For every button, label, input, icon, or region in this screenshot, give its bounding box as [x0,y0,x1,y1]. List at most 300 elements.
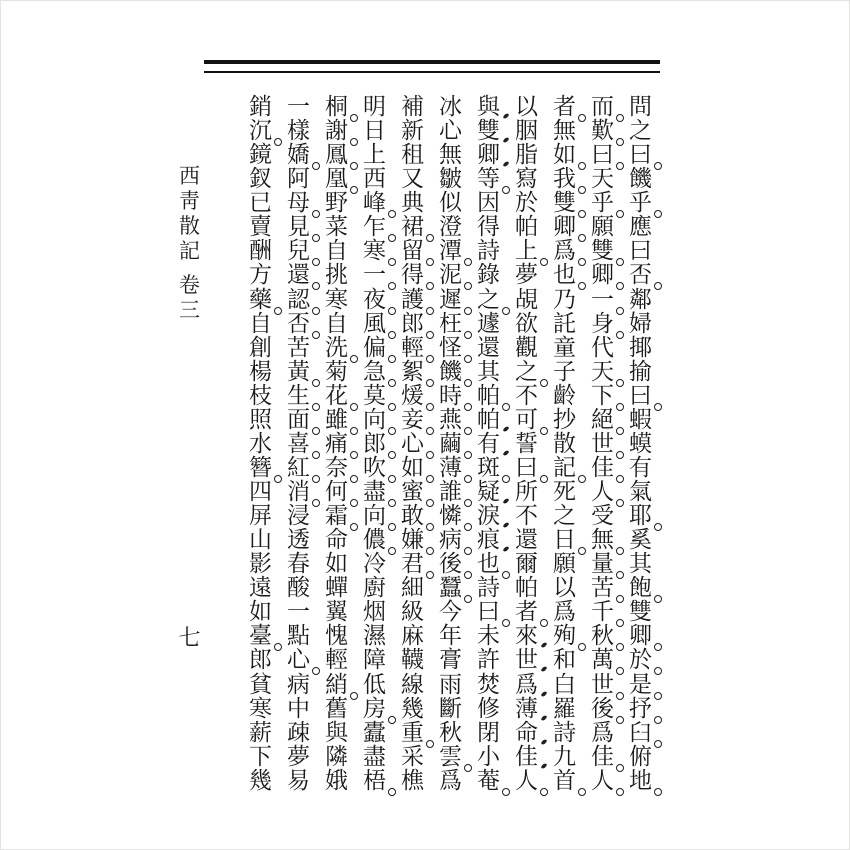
emphasis-circle-mark [426,571,434,579]
glyph: 夜 [363,288,386,311]
glyph: 泥 [439,263,462,286]
glyph: 沉 [249,119,272,142]
glyph: 夢 [515,262,538,288]
glyph: 藥 [249,288,272,311]
glyph: 曰 [591,143,614,166]
emphasis-circle-mark [616,307,624,315]
emphasis-circle-mark [464,258,472,266]
glyph: 佳 [591,745,614,768]
glyph: 爲 [515,673,538,696]
glyph: 歎 [591,119,614,142]
emphasis-circle-mark [350,114,358,122]
glyph: 量 [591,552,614,575]
emphasis-circle-mark [350,523,358,531]
glyph: 一 [287,599,310,625]
margin-title-column [176,164,203,323]
glyph: 點 [287,623,310,649]
emphasis-circle-mark [578,234,586,242]
emphasis-circle-mark [616,571,624,579]
glyph: 西 [363,166,386,192]
glyph: 已 [249,190,272,216]
glyph: 枉 [439,312,462,335]
emphasis-circle-mark [350,692,358,700]
glyph: 偏 [363,336,386,359]
emphasis-circle-mark [464,355,472,363]
glyph: 遽 [477,310,500,336]
emphasis-dot-mark [541,666,548,673]
glyph: 詩 [477,238,500,264]
glyph: 苦 [287,334,310,360]
glyph: 寫 [515,166,538,192]
glyph: 自 [249,310,272,336]
glyph: 曰 [515,456,538,479]
emphasis-circle-mark [540,427,548,435]
emphasis-circle-mark [654,716,662,724]
glyph: 采 [401,743,424,769]
emphasis-circle-mark [426,523,434,531]
glyph: 我 [553,167,576,190]
emphasis-circle-mark [502,307,510,315]
glyph: 病 [287,671,310,697]
glyph: 蟬 [325,575,348,601]
emphasis-circle-mark [312,475,320,483]
glyph: 於 [629,648,652,671]
glyph: 心 [439,118,462,144]
glyph: 命 [515,721,538,744]
emphasis-circle-mark [578,643,586,651]
glyph: 西 [179,164,200,188]
glyph: 急 [363,360,386,383]
glyph: 因 [477,190,500,216]
emphasis-circle-mark [388,258,396,266]
glyph: 揄 [629,358,652,384]
emphasis-circle-mark [350,138,358,146]
emphasis-circle-mark [616,619,624,627]
glyph: 寒 [249,695,272,721]
glyph: 白 [553,671,576,697]
glyph: 盡 [363,743,386,769]
glyph: 心 [287,648,310,671]
glyph: 向 [363,504,386,527]
glyph: 殉 [553,624,576,647]
glyph: 帕 [515,575,538,601]
emphasis-circle-mark [274,643,282,651]
emphasis-circle-mark [388,355,396,363]
glyph: 酸 [287,575,310,601]
glyph: 抄 [553,406,576,432]
glyph: 枝 [249,382,272,408]
glyph: 喜 [287,432,310,455]
glyph: 秋 [591,624,614,647]
glyph: 菴 [477,769,500,792]
glyph: 鏡 [249,142,272,168]
glyph: 菜 [325,214,348,240]
glyph: 廚 [363,575,386,601]
emphasis-circle-mark [540,619,548,627]
glyph: 銷 [249,94,272,119]
emphasis-circle-mark [616,162,624,170]
glyph: 卷 [179,273,200,297]
glyph: 影 [249,551,272,577]
glyph: 爲 [553,239,576,262]
glyph: 下 [249,743,272,769]
emphasis-circle-mark [350,403,358,411]
glyph: 而 [591,95,614,118]
emphasis-circle-mark [274,475,282,483]
glyph: 觀 [515,334,538,360]
glyph: 許 [477,647,500,673]
emphasis-circle-mark [464,547,472,555]
emphasis-circle-mark [464,403,472,411]
glyph: 洗 [325,336,348,359]
emphasis-circle-mark [274,307,282,315]
glyph: 貧 [249,671,272,697]
glyph: 於 [515,190,538,216]
glyph: 佳 [591,456,614,479]
glyph: 謝 [325,119,348,142]
emphasis-circle-mark [464,523,472,531]
glyph: 綃 [325,673,348,696]
emphasis-circle-mark [426,379,434,387]
glyph: 蠹 [363,719,386,745]
glyph: 留 [401,239,424,262]
glyph: 面 [287,408,310,431]
emphasis-dot-mark [503,449,510,456]
emphasis-circle-mark [426,331,434,339]
emphasis-dot-mark [503,112,510,119]
glyph: 痛 [325,432,348,455]
glyph: 房 [363,697,386,720]
emphasis-circle-mark [388,210,396,218]
emphasis-circle-mark [312,282,320,290]
glyph: 乎 [629,191,652,214]
glyph: 四 [249,479,272,504]
glyph: 還 [477,334,500,360]
glyph: 願 [591,214,614,240]
glyph: 繭 [439,432,462,455]
glyph: 饑 [629,166,652,192]
glyph: 嫌 [401,528,424,551]
glyph: 代 [591,334,614,360]
glyph: 得 [477,214,500,240]
glyph: 還 [287,263,310,286]
glyph: 與 [477,95,500,118]
top-double-rule-upper [204,60,660,64]
glyph: 天 [591,360,614,383]
glyph: 來 [515,624,538,647]
glyph: 病 [439,528,462,551]
glyph: 郎 [249,647,272,673]
glyph: 一 [287,94,310,119]
emphasis-dot-mark [503,136,510,143]
emphasis-circle-mark [388,547,396,555]
glyph: 今 [439,599,462,625]
glyph: 小 [477,743,500,769]
glyph: 嬌 [287,143,310,166]
emphasis-circle-mark [388,788,396,796]
emphasis-circle-mark [388,403,396,411]
glyph: 子 [553,358,576,384]
emphasis-circle-mark [654,667,662,675]
glyph: 翼 [325,599,348,625]
emphasis-circle-mark [616,258,624,266]
emphasis-circle-mark [426,355,434,363]
glyph: 欲 [515,310,538,336]
emphasis-circle-mark [464,282,472,290]
glyph: 潭 [439,239,462,262]
glyph: 樵 [401,767,424,793]
glyph: 桐 [325,95,348,118]
glyph: 以 [553,575,576,601]
glyph: 絮 [401,360,424,383]
text-column-9 [323,95,350,792]
glyph: 詩 [553,719,576,745]
glyph: 人 [591,769,614,792]
glyph: 淚 [477,504,500,527]
glyph: 典 [401,190,424,216]
glyph: 臼 [629,721,652,744]
emphasis-circle-mark [312,379,320,387]
emphasis-dot-mark [541,714,548,721]
glyph: 寒 [325,286,348,312]
glyph: 雖 [325,408,348,431]
emphasis-circle-mark [502,475,510,483]
glyph: 和 [553,647,576,673]
glyph: 三 [179,298,200,322]
glyph: 一 [591,288,614,311]
glyph: 得 [401,263,424,286]
emphasis-circle-mark [426,403,434,411]
glyph: 曰 [629,143,652,166]
glyph: 新 [401,118,424,144]
glyph: 爲 [439,767,462,793]
glyph: 見 [287,215,310,238]
glyph: 人 [515,769,538,792]
glyph: 儂 [363,528,386,551]
glyph: 冰 [439,94,462,119]
glyph: 爾 [515,551,538,577]
glyph: 冷 [363,551,386,577]
glyph: 峰 [363,191,386,214]
glyph: 敢 [401,504,424,527]
emphasis-dot-mark [503,546,510,553]
emphasis-dot-mark [541,642,548,649]
emphasis-circle-mark [616,595,624,603]
glyph: 齡 [553,382,576,408]
glyph: 雙 [477,119,500,142]
glyph: 憐 [439,504,462,527]
glyph: 靑 [179,189,200,213]
emphasis-circle-mark [426,427,434,435]
emphasis-circle-mark [616,282,624,290]
glyph: 受 [591,503,614,529]
glyph: 線 [401,671,424,697]
emphasis-circle-mark [464,451,472,459]
glyph: 濕 [363,623,386,649]
glyph: 娥 [325,767,348,793]
emphasis-circle-mark [654,788,662,796]
emphasis-circle-mark [426,499,434,507]
glyph: 下 [591,384,614,407]
emphasis-circle-mark [654,692,662,700]
glyph: 寒 [363,239,386,262]
glyph: 夢 [287,743,310,769]
glyph: 詩 [477,575,500,601]
emphasis-circle-mark [312,210,320,218]
glyph: 世 [515,648,538,671]
emphasis-dot-mark [541,690,548,697]
glyph: 託 [553,310,576,336]
glyph: 婦 [629,310,652,336]
glyph: 奈 [325,456,348,479]
emphasis-circle-mark [312,258,320,266]
emphasis-circle-mark [350,499,358,507]
glyph: 帕 [515,214,538,240]
glyph: 天 [591,166,614,192]
emphasis-circle-mark [502,571,510,579]
glyph: 臺 [249,624,272,647]
glyph: 是 [629,673,652,696]
glyph: 其 [629,551,652,577]
glyph: 之 [477,288,500,311]
glyph: 未 [477,623,500,649]
glyph: 水 [249,430,272,456]
emphasis-circle-mark [388,523,396,531]
text-column-7 [399,95,426,792]
glyph: 一 [363,263,386,286]
glyph: 障 [363,647,386,673]
glyph: 爲 [591,719,614,745]
glyph: 楊 [249,358,272,384]
emphasis-circle-mark [464,331,472,339]
emphasis-circle-mark [540,379,548,387]
glyph: 帕 [477,408,500,431]
glyph: 自 [325,310,348,336]
glyph: 焚 [477,671,500,697]
emphasis-circle-mark [654,595,662,603]
glyph: 不 [515,382,538,408]
emphasis-circle-mark [464,379,472,387]
glyph: 如 [401,456,424,479]
glyph: 蝦 [629,406,652,432]
emphasis-circle-mark [502,788,510,796]
emphasis-circle-mark [388,451,396,459]
glyph: 郎 [363,432,386,455]
emphasis-dot-mark [503,425,510,432]
glyph: 吹 [363,456,386,479]
emphasis-circle-mark [312,451,320,459]
glyph: 君 [401,552,424,575]
glyph: 人 [591,480,614,503]
glyph: 帕 [477,384,500,407]
glyph: 之 [629,118,652,144]
glyph: 地 [629,769,652,792]
glyph: 裙 [401,215,424,238]
emphasis-circle-mark [312,667,320,675]
emphasis-circle-mark [654,643,662,651]
glyph: 中 [287,695,310,721]
glyph: 浸 [287,503,310,529]
glyph: 應 [629,214,652,240]
emphasis-dot-mark [503,521,510,528]
emphasis-circle-mark [464,427,472,435]
emphasis-circle-mark [312,499,320,507]
text-column-5 [475,95,502,792]
emphasis-circle-mark [616,499,624,507]
glyph: 時 [439,384,462,407]
glyph: 痕 [477,528,500,551]
glyph: 願 [553,551,576,577]
emphasis-circle-mark [654,740,662,748]
emphasis-circle-mark [616,716,624,724]
emphasis-circle-mark [426,547,434,555]
emphasis-circle-mark [654,403,662,411]
emphasis-circle-mark [312,307,320,315]
glyph: 凰 [325,167,348,190]
glyph: 疑 [477,480,500,503]
glyph: 雙 [591,239,614,262]
emphasis-circle-mark [616,210,624,218]
emphasis-circle-mark [502,619,510,627]
emphasis-circle-mark [502,186,510,194]
glyph: 郎 [401,312,424,335]
text-column-11 [247,95,274,792]
glyph: 閉 [477,719,500,745]
glyph: 修 [477,695,500,721]
glyph: 簪 [249,456,272,479]
glyph: 曰 [477,600,500,623]
glyph: 身 [591,312,614,335]
glyph: 霜 [325,504,348,527]
emphasis-circle-mark [350,451,358,459]
glyph: 之 [515,360,538,383]
glyph: 不 [515,503,538,529]
glyph: 卿 [629,624,652,647]
emphasis-circle-mark [540,258,548,266]
glyph: 心 [401,432,424,455]
emphasis-circle-mark [312,331,320,339]
glyph: 卿 [553,215,576,238]
emphasis-circle-mark [312,234,320,242]
glyph: 脂 [515,142,538,168]
glyph: 萬 [591,648,614,671]
glyph: 易 [287,767,310,793]
text-column-3 [551,95,578,792]
glyph: 幾 [249,767,272,793]
emphasis-circle-mark [578,186,586,194]
glyph: 風 [363,312,386,335]
glyph: 千 [591,600,614,623]
glyph: 薪 [249,719,272,745]
glyph: 似 [439,190,462,216]
glyph: 雙 [629,599,652,625]
glyph: 與 [325,719,348,745]
emphasis-circle-mark [502,403,510,411]
text-column-4 [513,95,540,792]
emphasis-circle-mark [578,210,586,218]
glyph: 補 [401,94,424,119]
glyph: 酬 [249,238,272,264]
page-number: 七 [178,625,201,650]
glyph: 有 [629,454,652,480]
emphasis-circle-mark [616,788,624,796]
emphasis-circle-mark [616,764,624,772]
emphasis-circle-mark [616,379,624,387]
glyph: 死 [553,479,576,504]
glyph: 斷 [439,695,462,721]
glyph: 生 [287,384,310,407]
glyph: 認 [287,288,310,311]
